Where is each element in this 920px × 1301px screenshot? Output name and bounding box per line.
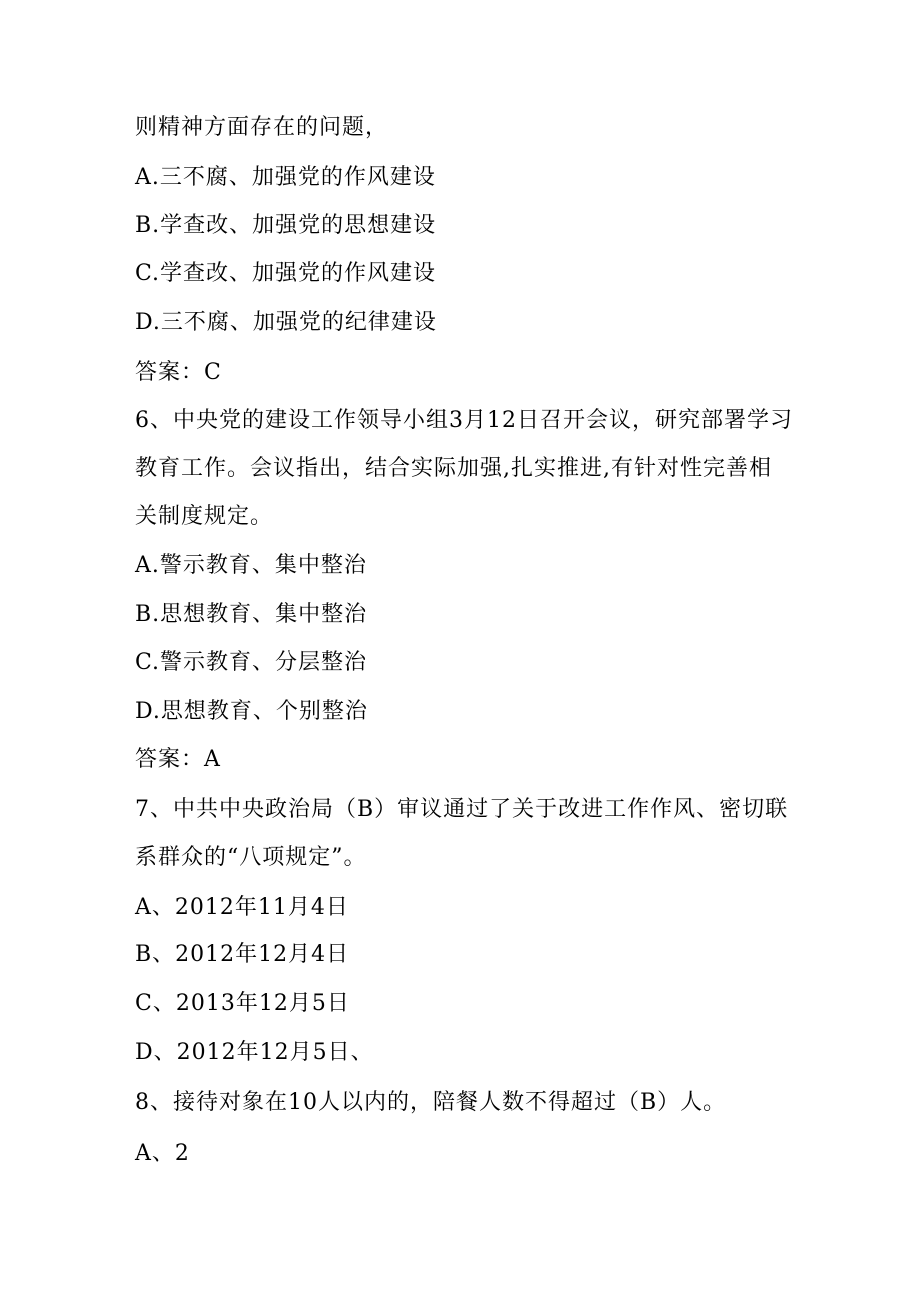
- option-7d: D、2012年12月5日、: [135, 1040, 374, 1065]
- question-6-line-3: 关制度规定。: [135, 504, 274, 529]
- option-8a: A、2: [135, 1141, 190, 1166]
- option-6c: C.警示教育、分层整治: [135, 650, 368, 675]
- option-6b: B.思想教育、集中整治: [135, 602, 368, 627]
- option-7b: B、2012年12月4日: [135, 942, 350, 967]
- option-7a: A、2012年11月4日: [135, 895, 349, 920]
- option-7c: C、2013年12月5日: [135, 991, 350, 1016]
- option-5a: A.三不腐、加强党的作风建设: [135, 165, 436, 190]
- option-6a: A.警示教育、集中整治: [135, 553, 367, 578]
- question-6-line-2: 教育工作。会议指出，结合实际加强,扎实推进,有针对性完善相: [135, 456, 772, 481]
- answer-6: 答案：A: [135, 747, 221, 772]
- question-8: 8、接待对象在10人以内的，陪餐人数不得超过（B）人。: [135, 1090, 727, 1115]
- option-5c: C.学查改、加强党的作风建设: [135, 261, 437, 286]
- question-6-line-1: 6、中央党的建设工作领导小组3月12日召开会议，研究部署学习: [135, 408, 793, 433]
- answer-5: 答案：C: [135, 360, 222, 385]
- question-7-line-1: 7、中共中央政治局（B）审议通过了关于改进工作作风、密切联: [135, 797, 789, 822]
- option-5d: D.三不腐、加强党的纪律建设: [135, 310, 437, 335]
- question-7-line-2: 系群众的“八项规定”。: [135, 845, 367, 870]
- text-line-1: 则精神方面存在的问题，: [135, 115, 389, 140]
- option-6d: D.思想教育、个别整治: [135, 699, 368, 724]
- option-5b: B.学查改、加强党的思想建设: [135, 213, 437, 238]
